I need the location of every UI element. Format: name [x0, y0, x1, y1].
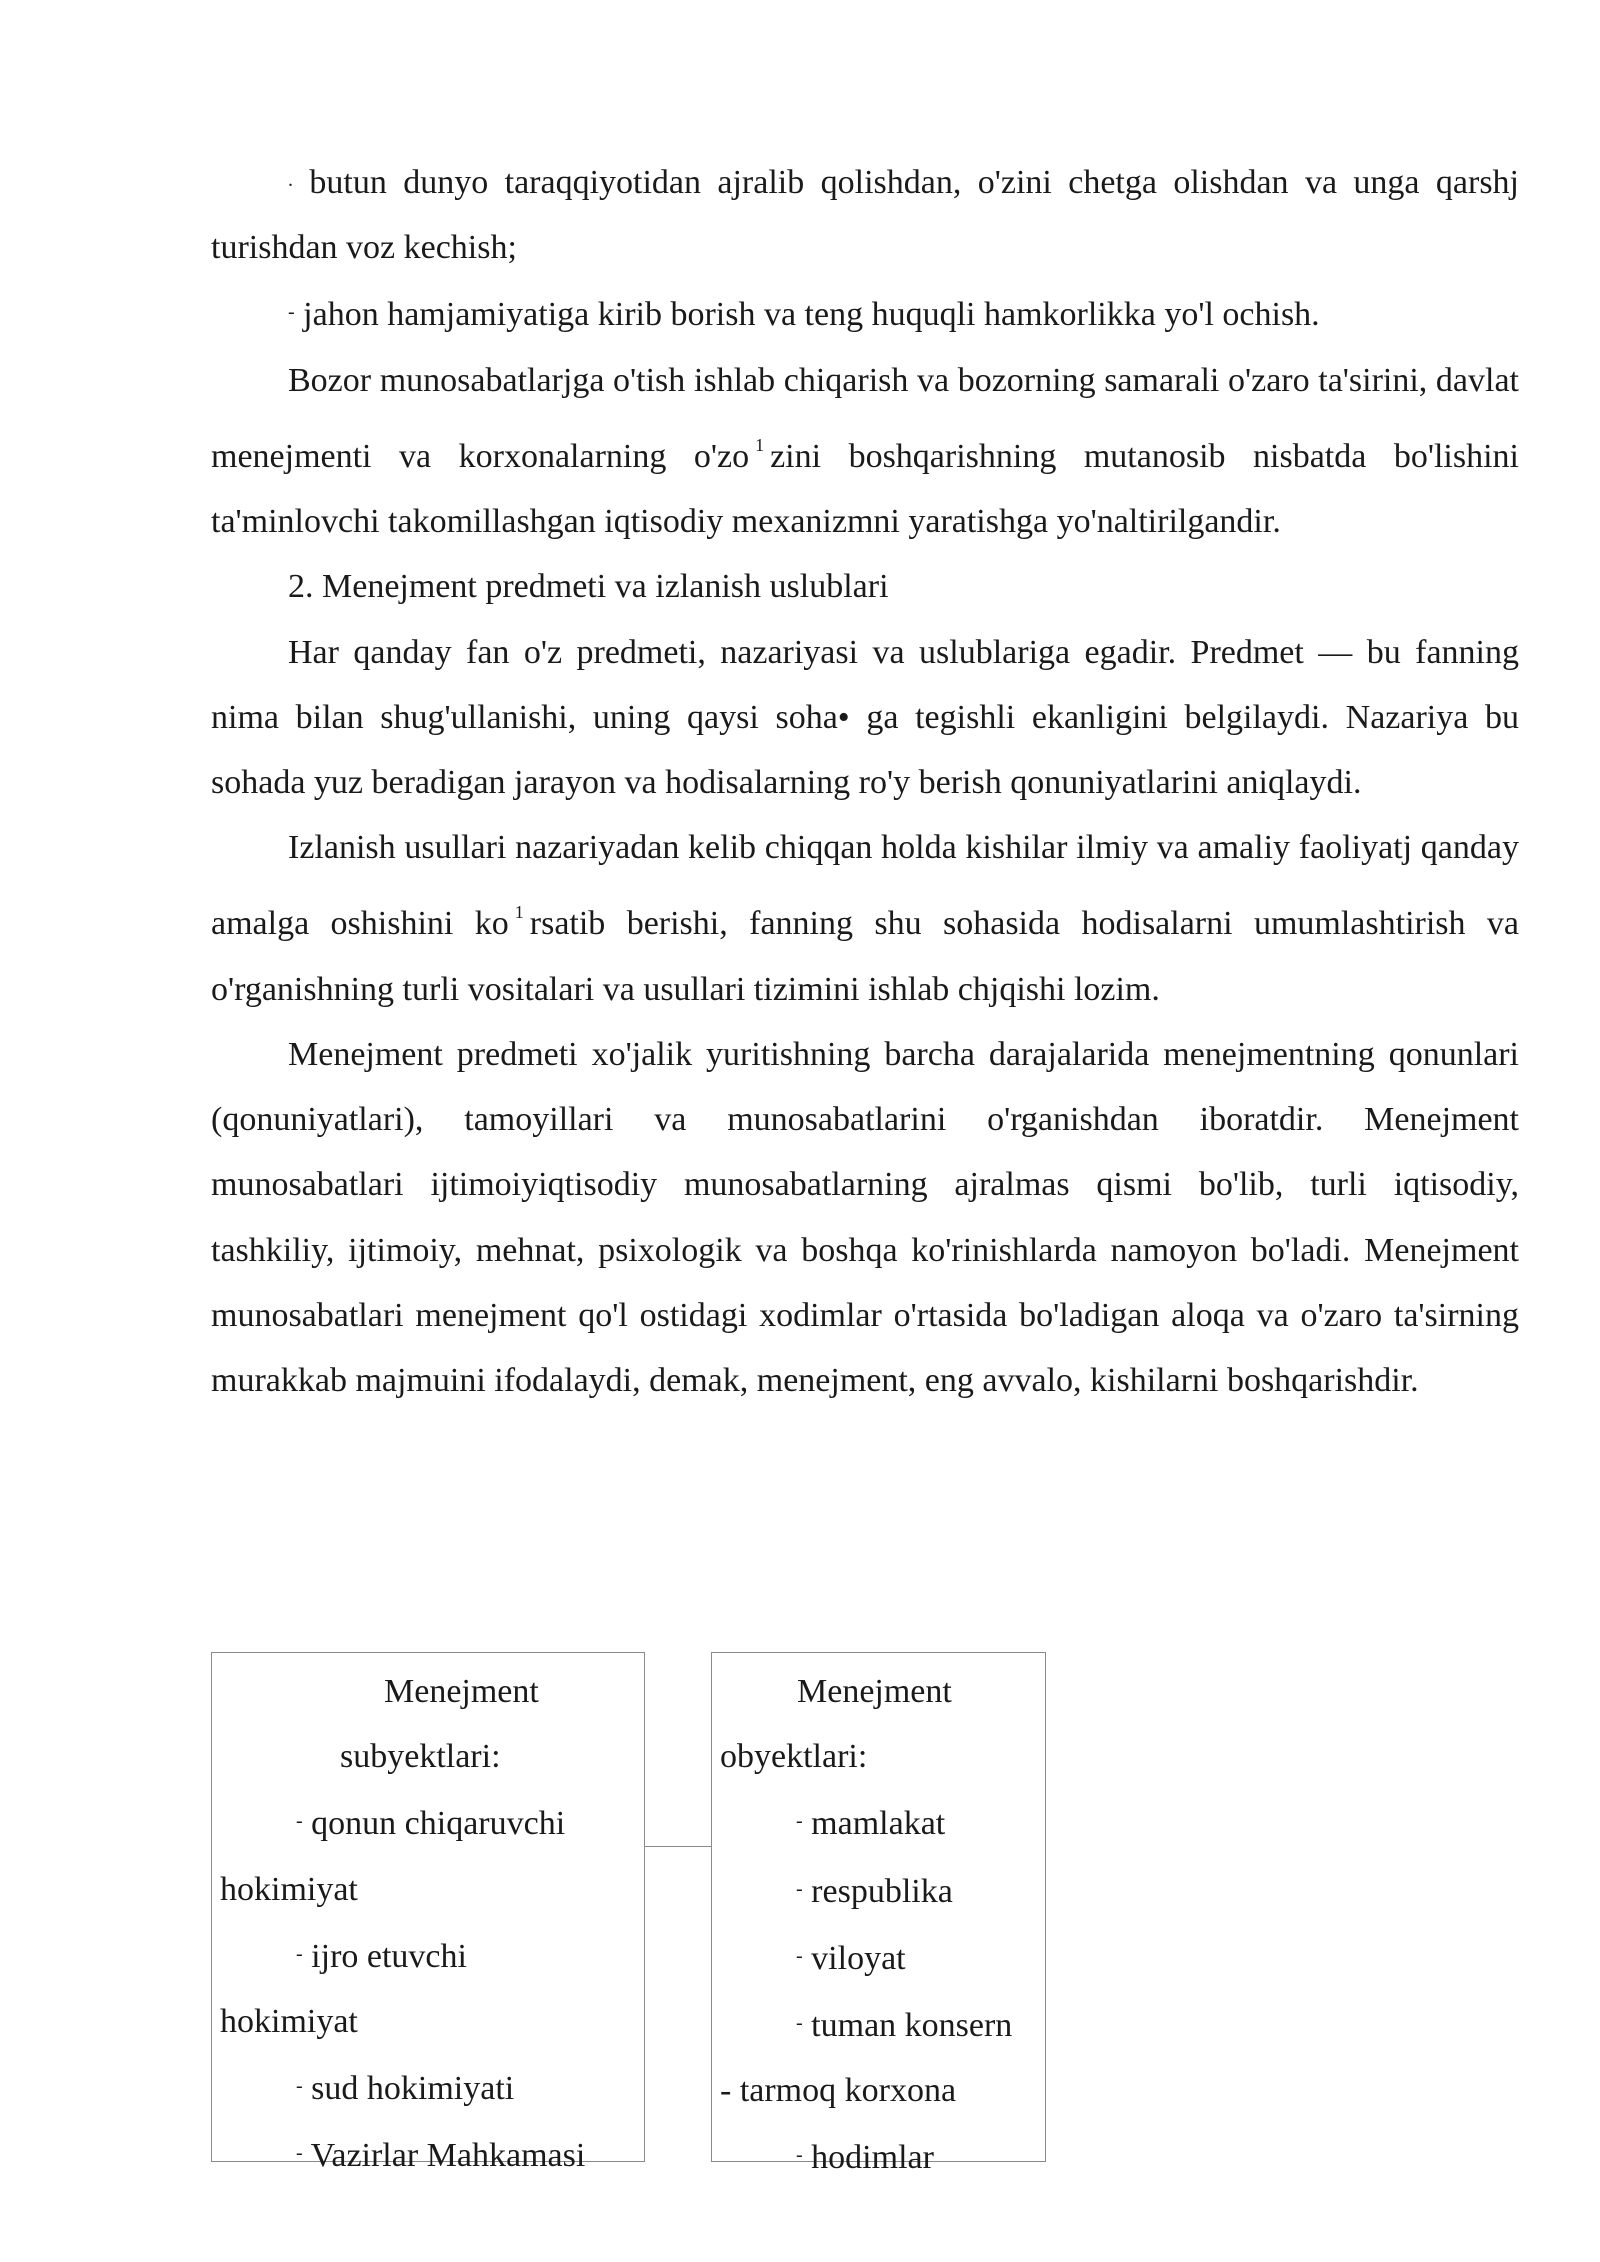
- body-text: [211, 148, 1519, 1413]
- dash-mark: -: [288, 301, 295, 324]
- bullet-mark: .: [288, 169, 293, 191]
- subjects-item: - ijro etuvchi: [296, 1937, 467, 1975]
- objects-title-line-2: obyektlari:: [720, 1738, 868, 1776]
- subjects-title-line-2: subyektlari:: [340, 1738, 501, 1776]
- superscript-mark: 1: [755, 434, 765, 455]
- objects-box: [711, 1652, 1046, 2177]
- superscript-mark: 1: [514, 902, 524, 923]
- objects-item: - viloyat: [796, 1939, 906, 1977]
- section-heading: 2. Menejment predmeti va izlanish uslublari: [288, 568, 889, 606]
- objects-item: - tarmoq korxona: [720, 2072, 957, 2110]
- paragraph-3: Bozor munosabatlarjga o'tish ishlab chiqarish va bozorning samarali o'zaro ta'sirini, davlat menejmenti va korxonalarning o'zo $^1$ zini boshqarishning mutanosib nisbatda bo'lishini ta'minlovchi takomillashgan iqtisodiy mexanizmni yaratishga yo'naltirilgandir.: [211, 361, 1519, 541]
- paragraph-5: Izlanish usullari nazariyadan kelib chiqqan holda kishilar ilmiy va amaliy faoliyatj qanday amalga oshishini ko $^1$ rsatib berishi, fanning shu sohasida hodisalarni umumlashtirish va o'rganishning turli vositalari va usullari tizimini ishlab chjqishi lozim.: [211, 829, 1519, 1008]
- objects-item: - tuman konsern: [796, 2007, 1013, 2045]
- subjects-box: [211, 1652, 645, 2175]
- paragraph-6: Menejment predmeti xo'jalik yuritishning barcha darajalarida menejmentning qonunlari (qonuniyatlari), tamoyillari va munosabatlarini o'rganishdan iboratdir. Menejment munosabatlari ijtimoiyiqtisodiy munosabatlarning ajralmas qismi bo'lib, turli iqtisodiy, tashkiliy, ijtimoiy, mehnat, psixologik va boshqa ko'rinishlarda namoyon bo'ladi. Menejment munosabatlari menejment qo'l ostidagi xodimlar o'rtasida bo'ladigan aloqa va o'zaro ta'sirning murakkab majmuini ifodalaydi, demak, menejment, eng avvalo, kishilarni boshqarishdir.: [211, 1036, 1519, 1400]
- paragraph-4: Har qanday fan o'z predmeti, nazariyasi va uslublariga egadir. Predmet — bu fanning nima bilan shug'ullanishi, uning qaysi soha• ga tegishli ekanligini belgilaydi. Nazariya bu sohada yuz beradigan jarayon va hodisalarning ro'y berish qonuniyatlarini aniqlaydi.: [211, 633, 1519, 802]
- subjects-item-continued: hokimiyat: [220, 2003, 358, 2041]
- objects-item: - hodimlar: [796, 2139, 934, 2177]
- subjects-item: - sud hokimiyati: [296, 2070, 515, 2108]
- paragraph-2: - jahon hamjamiyatiga kirib borish va teng huquqli hamkorlikka yo'l ochish.: [288, 296, 1320, 334]
- subjects-item: - qonun chiqaruvchi: [296, 1805, 566, 1843]
- objects-item: - respublika: [796, 1872, 953, 1910]
- subjects-item: - Vazirlar Mahkamasi: [296, 2137, 586, 2175]
- paragraph-1: . butun dunyo taraqqiyotidan ajralib qolishdan, o'zini chetga olishdan va unga qarshj turishdan voz kechish;: [211, 164, 1519, 267]
- subjects-title-line-1: Menejment: [384, 1673, 539, 1710]
- objects-title-line-1: Menejment: [797, 1673, 952, 1710]
- boxes-connector-line: [645, 1846, 712, 1847]
- objects-item: - mamlakat: [796, 1805, 946, 1843]
- subjects-item-continued: hokimiyat: [220, 1870, 358, 1908]
